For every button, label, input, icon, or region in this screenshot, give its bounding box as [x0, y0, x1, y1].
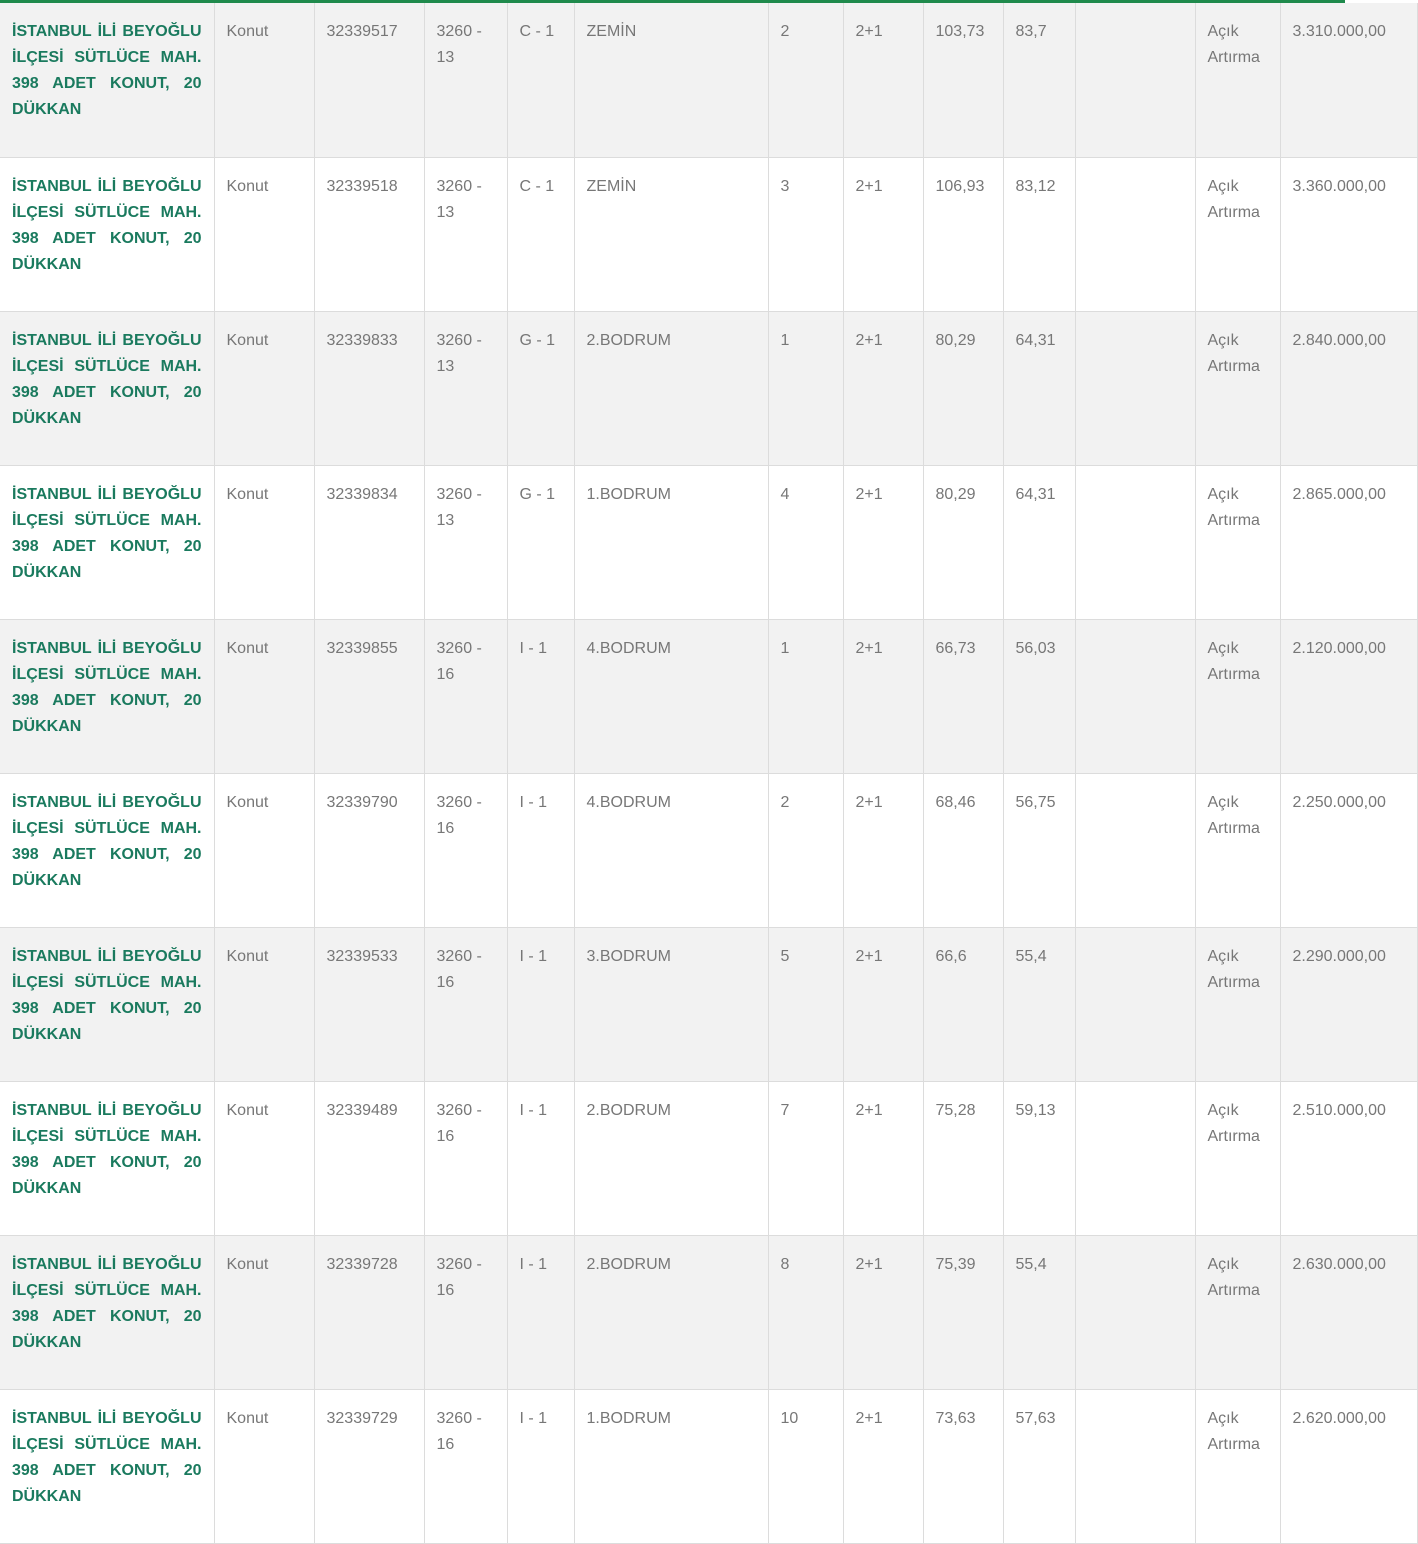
cell-project-title[interactable]: İSTANBUL İLİ BEYOĞLU İLÇESİ SÜTLÜCE MAH. 398 ADET KONUT, 20 DÜKKAN — [0, 3, 214, 157]
cell-listing-id: 32339790 — [314, 773, 424, 927]
cell-extra — [1075, 3, 1195, 157]
cell-rooms: 2+1 — [843, 465, 923, 619]
cell-net-area: 59,13 — [1003, 1081, 1075, 1235]
cell-rooms: 2+1 — [843, 3, 923, 157]
table-row[interactable] — [0, 465, 1417, 619]
cell-type: Konut — [214, 773, 314, 927]
cell-sale-method: Açık Artırma — [1195, 773, 1280, 927]
table-row[interactable] — [0, 927, 1417, 1081]
cell-listing-id: 32339533 — [314, 927, 424, 1081]
cell-parcel: 3260 - 16 — [424, 773, 507, 927]
cell-gross-area: 66,73 — [923, 619, 1003, 773]
cell-rooms: 2+1 — [843, 773, 923, 927]
cell-parcel: 3260 - 13 — [424, 157, 507, 311]
cell-type: Konut — [214, 619, 314, 773]
cell-project-title[interactable]: İSTANBUL İLİ BEYOĞLU İLÇESİ SÜTLÜCE MAH. 398 ADET KONUT, 20 DÜKKAN — [0, 1235, 214, 1389]
table-row[interactable] — [0, 1081, 1417, 1235]
cell-type: Konut — [214, 465, 314, 619]
cell-sale-method: Açık Artırma — [1195, 311, 1280, 465]
cell-extra — [1075, 927, 1195, 1081]
cell-floor: ZEMİN — [574, 3, 768, 157]
cell-rooms: 2+1 — [843, 1081, 923, 1235]
cell-parcel: 3260 - 16 — [424, 1235, 507, 1389]
cell-gross-area: 68,46 — [923, 773, 1003, 927]
cell-floor: 4.BODRUM — [574, 619, 768, 773]
cell-block: I - 1 — [507, 1081, 574, 1235]
cell-listing-id: 32339729 — [314, 1389, 424, 1543]
cell-listing-id: 32339834 — [314, 465, 424, 619]
cell-floor: ZEMİN — [574, 157, 768, 311]
cell-rooms: 2+1 — [843, 619, 923, 773]
cell-project-title[interactable]: İSTANBUL İLİ BEYOĞLU İLÇESİ SÜTLÜCE MAH. 398 ADET KONUT, 20 DÜKKAN — [0, 157, 214, 311]
table-row[interactable] — [0, 773, 1417, 927]
cell-extra — [1075, 465, 1195, 619]
cell-type: Konut — [214, 1081, 314, 1235]
listings-body — [0, 3, 1417, 1543]
cell-net-area: 83,7 — [1003, 3, 1075, 157]
cell-rooms: 2+1 — [843, 1235, 923, 1389]
cell-project-title[interactable]: İSTANBUL İLİ BEYOĞLU İLÇESİ SÜTLÜCE MAH. 398 ADET KONUT, 20 DÜKKAN — [0, 1389, 214, 1543]
cell-extra — [1075, 1235, 1195, 1389]
cell-extra — [1075, 1081, 1195, 1235]
cell-rooms: 2+1 — [843, 311, 923, 465]
cell-price: 2.250.000,00 — [1280, 773, 1417, 927]
cell-block: I - 1 — [507, 927, 574, 1081]
cell-parcel: 3260 - 13 — [424, 465, 507, 619]
cell-parcel: 3260 - 13 — [424, 311, 507, 465]
cell-block: G - 1 — [507, 311, 574, 465]
cell-block: C - 1 — [507, 157, 574, 311]
cell-project-title[interactable]: İSTANBUL İLİ BEYOĞLU İLÇESİ SÜTLÜCE MAH. 398 ADET KONUT, 20 DÜKKAN — [0, 927, 214, 1081]
cell-listing-id: 32339833 — [314, 311, 424, 465]
table-row[interactable] — [0, 3, 1417, 157]
cell-block: G - 1 — [507, 465, 574, 619]
table-row[interactable] — [0, 1389, 1417, 1543]
cell-listing-id: 32339489 — [314, 1081, 424, 1235]
cell-extra — [1075, 311, 1195, 465]
cell-floor: 4.BODRUM — [574, 773, 768, 927]
cell-extra — [1075, 1389, 1195, 1543]
cell-type: Konut — [214, 3, 314, 157]
cell-type: Konut — [214, 157, 314, 311]
cell-sale-method: Açık Artırma — [1195, 157, 1280, 311]
cell-net-area: 64,31 — [1003, 311, 1075, 465]
cell-floor: 1.BODRUM — [574, 465, 768, 619]
cell-extra — [1075, 619, 1195, 773]
cell-parcel: 3260 - 13 — [424, 3, 507, 157]
cell-rooms: 2+1 — [843, 1389, 923, 1543]
cell-gross-area: 106,93 — [923, 157, 1003, 311]
cell-gross-area: 66,6 — [923, 927, 1003, 1081]
cell-net-area: 55,4 — [1003, 1235, 1075, 1389]
cell-sale-method: Açık Artırma — [1195, 619, 1280, 773]
cell-project-title[interactable]: İSTANBUL İLİ BEYOĞLU İLÇESİ SÜTLÜCE MAH. 398 ADET KONUT, 20 DÜKKAN — [0, 311, 214, 465]
cell-floor: 2.BODRUM — [574, 1235, 768, 1389]
cell-door-no: 1 — [768, 619, 843, 773]
cell-net-area: 83,12 — [1003, 157, 1075, 311]
cell-parcel: 3260 - 16 — [424, 619, 507, 773]
cell-gross-area: 75,39 — [923, 1235, 1003, 1389]
cell-door-no: 7 — [768, 1081, 843, 1235]
cell-gross-area: 103,73 — [923, 3, 1003, 157]
cell-door-no: 2 — [768, 773, 843, 927]
cell-listing-id: 32339518 — [314, 157, 424, 311]
cell-floor: 2.BODRUM — [574, 311, 768, 465]
cell-sale-method: Açık Artırma — [1195, 465, 1280, 619]
table-row[interactable] — [0, 1235, 1417, 1389]
cell-extra — [1075, 773, 1195, 927]
cell-project-title[interactable]: İSTANBUL İLİ BEYOĞLU İLÇESİ SÜTLÜCE MAH. 398 ADET KONUT, 20 DÜKKAN — [0, 465, 214, 619]
table-row[interactable] — [0, 619, 1417, 773]
listings-table — [0, 3, 1418, 1544]
cell-net-area: 56,75 — [1003, 773, 1075, 927]
cell-price: 2.840.000,00 — [1280, 311, 1417, 465]
cell-price: 2.620.000,00 — [1280, 1389, 1417, 1543]
cell-net-area: 64,31 — [1003, 465, 1075, 619]
cell-sale-method: Açık Artırma — [1195, 1389, 1280, 1543]
cell-price: 2.865.000,00 — [1280, 465, 1417, 619]
cell-project-title[interactable]: İSTANBUL İLİ BEYOĞLU İLÇESİ SÜTLÜCE MAH. 398 ADET KONUT, 20 DÜKKAN — [0, 1081, 214, 1235]
cell-listing-id: 32339728 — [314, 1235, 424, 1389]
cell-floor: 2.BODRUM — [574, 1081, 768, 1235]
cell-net-area: 56,03 — [1003, 619, 1075, 773]
cell-project-title[interactable]: İSTANBUL İLİ BEYOĞLU İLÇESİ SÜTLÜCE MAH. 398 ADET KONUT, 20 DÜKKAN — [0, 773, 214, 927]
cell-net-area: 57,63 — [1003, 1389, 1075, 1543]
table-row[interactable] — [0, 157, 1417, 311]
cell-block: I - 1 — [507, 1389, 574, 1543]
cell-type: Konut — [214, 1389, 314, 1543]
table-row[interactable] — [0, 311, 1417, 465]
cell-block: I - 1 — [507, 773, 574, 927]
cell-gross-area: 80,29 — [923, 465, 1003, 619]
cell-price: 2.120.000,00 — [1280, 619, 1417, 773]
cell-door-no: 3 — [768, 157, 843, 311]
cell-parcel: 3260 - 16 — [424, 927, 507, 1081]
cell-parcel: 3260 - 16 — [424, 1389, 507, 1543]
cell-project-title[interactable]: İSTANBUL İLİ BEYOĞLU İLÇESİ SÜTLÜCE MAH. 398 ADET KONUT, 20 DÜKKAN — [0, 619, 214, 773]
cell-block: I - 1 — [507, 1235, 574, 1389]
cell-type: Konut — [214, 927, 314, 1081]
cell-sale-method: Açık Artırma — [1195, 3, 1280, 157]
cell-net-area: 55,4 — [1003, 927, 1075, 1081]
cell-price: 2.290.000,00 — [1280, 927, 1417, 1081]
cell-door-no: 4 — [768, 465, 843, 619]
cell-sale-method: Açık Artırma — [1195, 1235, 1280, 1389]
cell-listing-id: 32339517 — [314, 3, 424, 157]
cell-rooms: 2+1 — [843, 927, 923, 1081]
cell-door-no: 2 — [768, 3, 843, 157]
cell-door-no: 5 — [768, 927, 843, 1081]
cell-extra — [1075, 157, 1195, 311]
cell-gross-area: 75,28 — [923, 1081, 1003, 1235]
cell-door-no: 1 — [768, 311, 843, 465]
cell-gross-area: 73,63 — [923, 1389, 1003, 1543]
cell-listing-id: 32339855 — [314, 619, 424, 773]
cell-rooms: 2+1 — [843, 157, 923, 311]
cell-floor: 3.BODRUM — [574, 927, 768, 1081]
cell-block: I - 1 — [507, 619, 574, 773]
cell-sale-method: Açık Artırma — [1195, 927, 1280, 1081]
cell-type: Konut — [214, 311, 314, 465]
cell-floor: 1.BODRUM — [574, 1389, 768, 1543]
cell-price: 3.310.000,00 — [1280, 3, 1417, 157]
cell-price: 3.360.000,00 — [1280, 157, 1417, 311]
cell-door-no: 10 — [768, 1389, 843, 1543]
cell-sale-method: Açık Artırma — [1195, 1081, 1280, 1235]
cell-price: 2.510.000,00 — [1280, 1081, 1417, 1235]
cell-parcel: 3260 - 16 — [424, 1081, 507, 1235]
cell-type: Konut — [214, 1235, 314, 1389]
cell-price: 2.630.000,00 — [1280, 1235, 1417, 1389]
cell-block: C - 1 — [507, 3, 574, 157]
cell-gross-area: 80,29 — [923, 311, 1003, 465]
cell-door-no: 8 — [768, 1235, 843, 1389]
